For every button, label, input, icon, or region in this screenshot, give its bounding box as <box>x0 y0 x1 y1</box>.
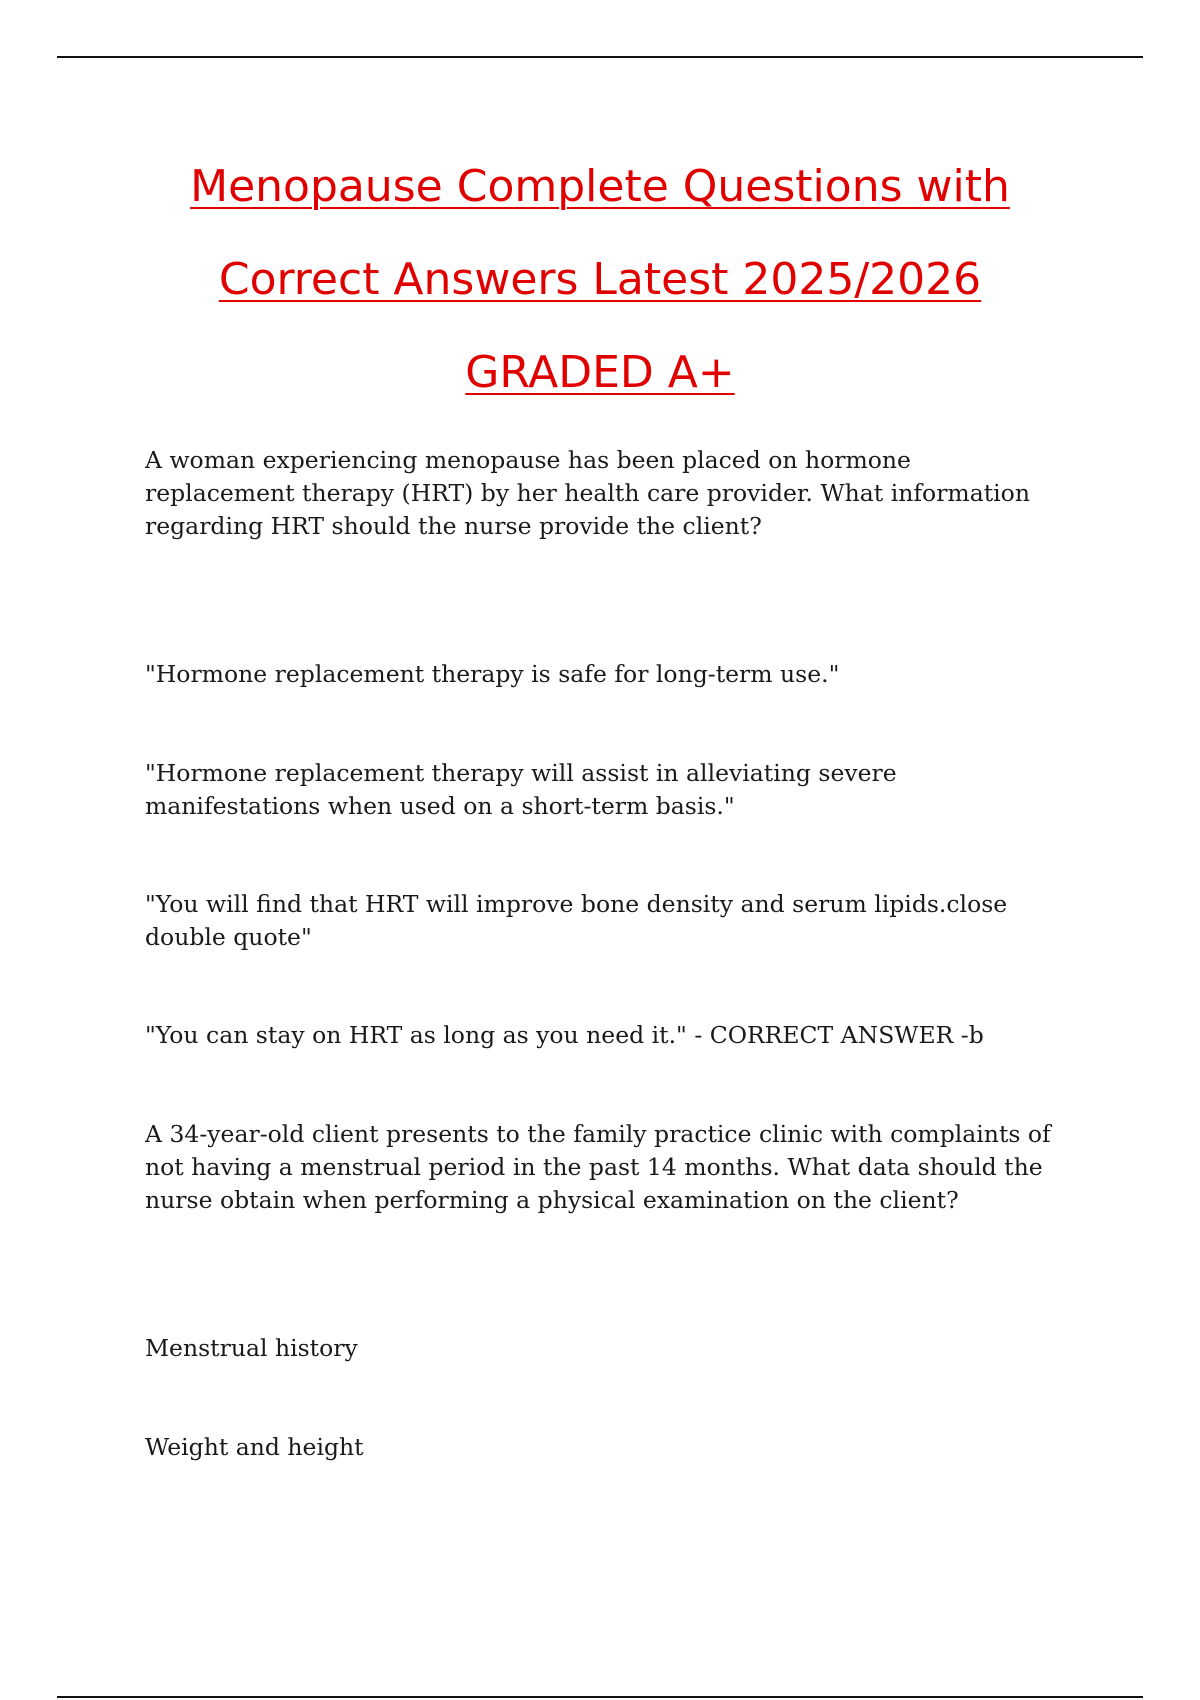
question-2-text: A 34-year-old client presents to the family practice clinic with complaints of not having a menstrual period in the past 14 months. What data should the nurse obtain when performing a physical examination on the client? <box>145 1120 1051 1214</box>
bottom-rule <box>57 1696 1143 1698</box>
answer-item-menstrual-history: Menstrual history <box>145 1334 358 1362</box>
top-rule <box>57 56 1143 58</box>
answer-item-weight-height: Weight and height <box>145 1433 364 1461</box>
answer-option-3: "You will find that HRT will improve bone density and serum lipids.close double quote" <box>145 890 1008 951</box>
answer-option-4-correct: "You can stay on HRT as long as you need it." - CORRECT ANSWER -b <box>145 1021 984 1049</box>
document-title <box>100 140 1100 419</box>
title-line-1: Menopause Complete Questions with <box>190 161 1010 212</box>
answer-option-1: "Hormone replacement therapy is safe for long-term use." <box>145 660 840 688</box>
title-line-2: Correct Answers Latest 2025/2026 <box>218 254 982 305</box>
title-line-3: GRADED A+ <box>465 347 735 398</box>
answer-option-2: "Hormone replacement therapy will assist in alleviating severe manifestations when used on a short-term basis." <box>145 759 897 820</box>
question-1-text: A woman experiencing menopause has been placed on hormone replacement therapy (HRT) by her health care provider. What information regarding HRT should the nurse provide the client? <box>145 446 1030 540</box>
